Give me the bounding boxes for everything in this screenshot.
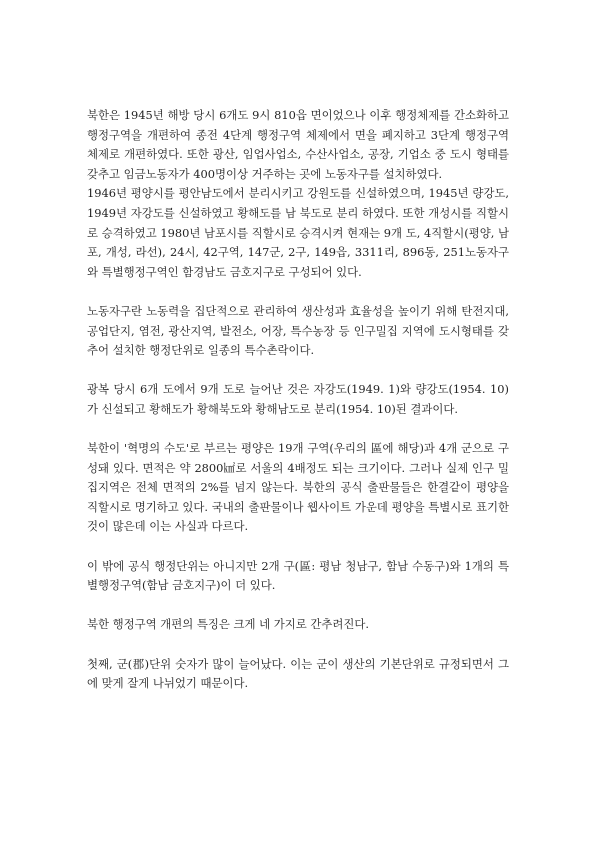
paragraph-admin-reform: 북한은 1945년 해방 당시 6개도 9시 810읍 면이었으나 이후 행정체제를 간소화하고 행정구역을 개편하여 종전 4단계 행정구역 체제에서 면을 폐지하고 3단계 행정구역 체제로 개편하였다. 또한 광산, 임업사업소, 수산사업소, 공장, 기업소 중 도시 형태를 갖추고 임금노동자가 400명이상 거주하는 곳에 노동자구를 설치하였다. <box>87 108 509 181</box>
paragraph-provinces-increase: 광복 당시 6개 도에서 9개 도로 늘어난 것은 자강도(1949. 1)와 량강도(1954. 10)가 신설되고 황해도가 황해북도와 황해남도로 분리(1954. 10)된 결과이다. <box>87 382 509 416</box>
document-body <box>87 106 509 713</box>
paragraph-other-units: 이 밖에 공식 행정단위는 아니지만 2개 구(區: 평남 청남구, 함남 수동구)와 1개의 특별행정구역(함남 금호지구)이 더 있다. <box>87 558 509 593</box>
paragraph-workers-district: 노동자구란 노동력을 집단적으로 관리하여 생산성과 효율성을 높이기 위해 탄전지대, 공업단지, 염전, 광산지역, 발전소, 어장, 특수농장 등 인구밀집 지역에 도시형태를 갖추어 설치한 행정단위로 일종의 특수촌락이다. <box>87 303 509 358</box>
paragraph-pyongyang: 북한이 '혁명의 수도'로 부르는 평양은 19개 구역(우리의 區에 해당)과 4개 군으로 구성돼 있다. 면적은 약 2800㎢로 서울의 4배정도 되는 크기이다. 그러나 실제 인구 밀집지역은 전체 면적의 2%를 넘지 않는다. 북한의 공식 출판물들은 한결같이 평양을 직할시로 명기하고 있다. 국내의 출판물이나 웹사이트 가운데 평양을 특별시로 표기한 것이 많은데 이는 사실과 다르다. <box>87 441 509 534</box>
paragraph-administrative-divisions: 1946년 평양시를 평안남도에서 분리시키고 강원도를 신설하였으며, 1945년 량강도, 1949년 자강도를 신설하였고 황해도를 남 북도로 분리 하였다. 또한 개성시를 직할시로 승격하였고 1980년 남포시를 직할시로 승격시켜 현재는 9개 도, 4직할시(평양, 남포, 개성, 라선), 24시, 42구역, 147군, 2구, 149읍, 3311리, 896동, 251노동자구와 특별행정구역인 함경남도 금호지구로 구성되어 있다. <box>87 186 509 279</box>
paragraph-reform-features: 북한 행정구역 개편의 특징은 크게 네 가지로 간추려진다. <box>87 617 370 632</box>
paragraph-first-feature: 첫째, 군(郡)단위 숫자가 많이 늘어났다. 이는 군이 생산의 기본단위로 규정되면서 그에 맞게 잘게 나뉘었기 때문이다. <box>87 656 509 691</box>
